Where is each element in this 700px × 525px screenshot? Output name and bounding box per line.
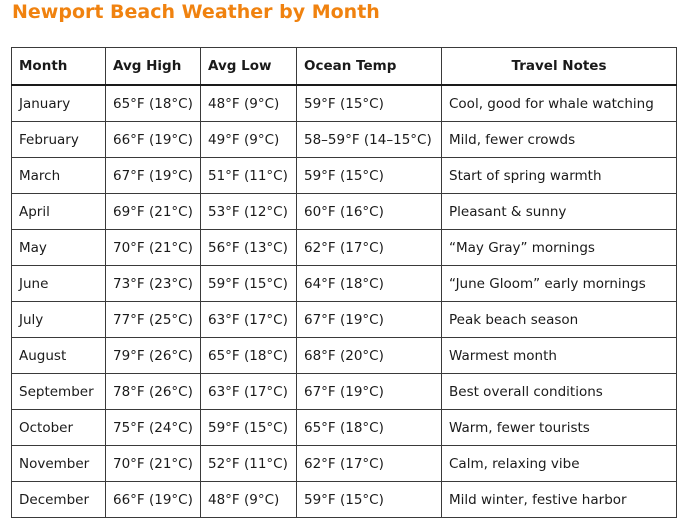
travel-notes-cell: “May Gray” mornings <box>442 230 677 266</box>
ocean-temp-cell: 59°F (15°C) <box>297 482 442 518</box>
avg-high-cell: 65°F (18°C) <box>106 85 201 122</box>
table-header <box>12 48 677 86</box>
travel-notes-cell: Mild, fewer crowds <box>442 122 677 158</box>
weather-table <box>11 47 677 518</box>
ocean-temp-cell: 67°F (19°C) <box>297 374 442 410</box>
avg-low-cell: 51°F (11°C) <box>201 158 297 194</box>
month-cell: April <box>12 194 106 230</box>
travel-notes-cell: Warmest month <box>442 338 677 374</box>
travel-notes-cell: Mild winter, festive harbor <box>442 482 677 518</box>
travel-notes-cell: Warm, fewer tourists <box>442 410 677 446</box>
avg-high-cell: 67°F (19°C) <box>106 158 201 194</box>
ocean-temp-cell: 59°F (15°C) <box>297 85 442 122</box>
table-row <box>12 230 677 266</box>
avg-high-cell: 77°F (25°C) <box>106 302 201 338</box>
month-cell: July <box>12 302 106 338</box>
ocean-temp-cell: 62°F (17°C) <box>297 230 442 266</box>
ocean-temp-cell: 59°F (15°C) <box>297 158 442 194</box>
month-cell: January <box>12 85 106 122</box>
header-ocean-temp: Ocean Temp <box>297 48 442 86</box>
month-cell: December <box>12 482 106 518</box>
header-month: Month <box>12 48 106 86</box>
avg-low-cell: 48°F (9°C) <box>201 482 297 518</box>
page-title: Newport Beach Weather by Month <box>12 1 380 23</box>
table-row <box>12 446 677 482</box>
ocean-temp-cell: 60°F (16°C) <box>297 194 442 230</box>
avg-high-cell: 66°F (19°C) <box>106 122 201 158</box>
avg-low-cell: 52°F (11°C) <box>201 446 297 482</box>
table-row <box>12 302 677 338</box>
ocean-temp-cell: 65°F (18°C) <box>297 410 442 446</box>
ocean-temp-cell: 58–59°F (14–15°C) <box>297 122 442 158</box>
avg-high-cell: 70°F (21°C) <box>106 446 201 482</box>
table-row <box>12 266 677 302</box>
month-cell: October <box>12 410 106 446</box>
month-cell: September <box>12 374 106 410</box>
avg-high-cell: 66°F (19°C) <box>106 482 201 518</box>
avg-low-cell: 65°F (18°C) <box>201 338 297 374</box>
avg-low-cell: 63°F (17°C) <box>201 302 297 338</box>
header-travel-notes: Travel Notes <box>442 48 677 86</box>
header-avg-high: Avg High <box>106 48 201 86</box>
avg-high-cell: 79°F (26°C) <box>106 338 201 374</box>
avg-high-cell: 70°F (21°C) <box>106 230 201 266</box>
travel-notes-cell: Best overall conditions <box>442 374 677 410</box>
avg-high-cell: 78°F (26°C) <box>106 374 201 410</box>
travel-notes-cell: “June Gloom” early mornings <box>442 266 677 302</box>
avg-low-cell: 53°F (12°C) <box>201 194 297 230</box>
table-row <box>12 85 677 122</box>
table-row <box>12 158 677 194</box>
travel-notes-cell: Peak beach season <box>442 302 677 338</box>
month-cell: March <box>12 158 106 194</box>
avg-high-cell: 75°F (24°C) <box>106 410 201 446</box>
travel-notes-cell: Start of spring warmth <box>442 158 677 194</box>
avg-low-cell: 49°F (9°C) <box>201 122 297 158</box>
avg-low-cell: 63°F (17°C) <box>201 374 297 410</box>
travel-notes-cell: Cool, good for whale watching <box>442 85 677 122</box>
avg-low-cell: 48°F (9°C) <box>201 85 297 122</box>
header-row <box>12 48 677 86</box>
travel-notes-cell: Pleasant & sunny <box>442 194 677 230</box>
travel-notes-cell: Calm, relaxing vibe <box>442 446 677 482</box>
table-row <box>12 338 677 374</box>
avg-low-cell: 59°F (15°C) <box>201 410 297 446</box>
table-row <box>12 482 677 518</box>
avg-high-cell: 73°F (23°C) <box>106 266 201 302</box>
month-cell: May <box>12 230 106 266</box>
avg-low-cell: 59°F (15°C) <box>201 266 297 302</box>
avg-high-cell: 69°F (21°C) <box>106 194 201 230</box>
table-row <box>12 374 677 410</box>
table-row <box>12 410 677 446</box>
ocean-temp-cell: 67°F (19°C) <box>297 302 442 338</box>
month-cell: November <box>12 446 106 482</box>
table-row <box>12 194 677 230</box>
month-cell: June <box>12 266 106 302</box>
table-body <box>12 85 677 518</box>
ocean-temp-cell: 62°F (17°C) <box>297 446 442 482</box>
avg-low-cell: 56°F (13°C) <box>201 230 297 266</box>
header-avg-low: Avg Low <box>201 48 297 86</box>
ocean-temp-cell: 68°F (20°C) <box>297 338 442 374</box>
month-cell: August <box>12 338 106 374</box>
table-row <box>12 122 677 158</box>
ocean-temp-cell: 64°F (18°C) <box>297 266 442 302</box>
month-cell: February <box>12 122 106 158</box>
